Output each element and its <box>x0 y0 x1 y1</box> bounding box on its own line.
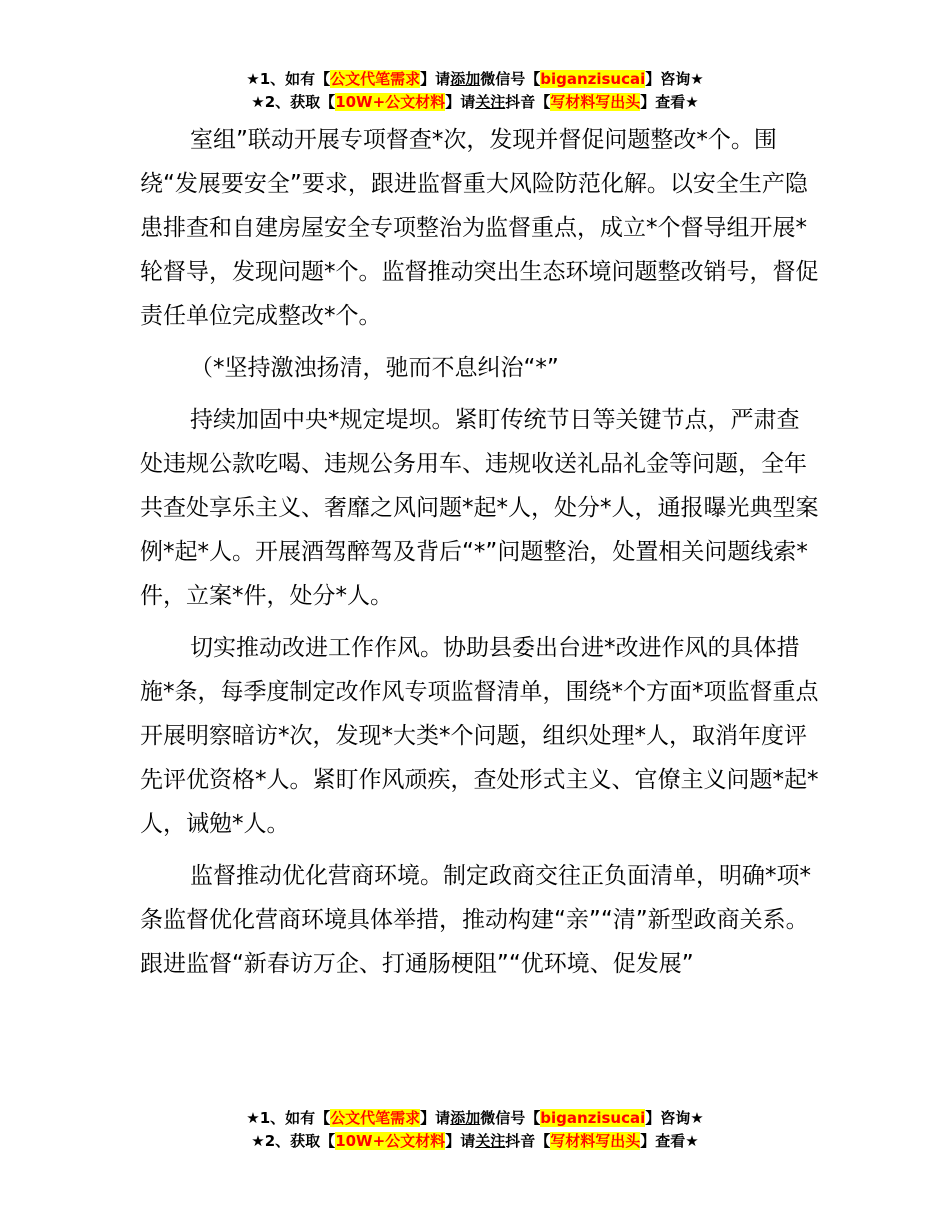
paragraph: 持续加固中央*规定堤坝。紧盯传统节日等关键节点，严肃查处违规公款吃喝、违规公务用车、违规收送礼品礼金等问题，全年共查处享乐主义、奢靡之风问题*起*人，处分*人，通报曝光典型案例*起*人。开展酒驾醉驾及背后“*”问题整治，处置相关问题线索*件，立案*件，处分*人。 <box>140 407 819 609</box>
footer-wechat-id-highlight: biganzisucai <box>540 1109 646 1127</box>
footer-line-2-emph: 关注 <box>475 1132 506 1150</box>
footer-banner <box>0 1107 950 1153</box>
banner-line-2-suffix: 】查看★ <box>640 93 699 111</box>
paragraph: 室组”联动开展专项督查*次，发现并督促问题整改*个。围绕“发展要安全”要求，跟进监督重大风险防范化解。以安全生产隐患排查和自建房屋安全专项整治为监督重点，成立*个督导组开展*轮督导，发现问题*个。监督推动突出生态环境问题整改销号，督促责任单位完成整改*个。 <box>140 127 819 329</box>
header-banner <box>0 68 950 114</box>
section-heading: （*坚持激浊扬清，驰而不息纠治“*” <box>190 355 559 381</box>
footer-douyin-account-highlight: 写材料写出头 <box>550 1132 641 1150</box>
document-body <box>140 118 820 994</box>
banner-line-1-prefix: ★1、如有【 <box>246 70 331 88</box>
footer-line-1-emph: 添加 <box>450 1109 481 1127</box>
footer-service-highlight: 公文代笔需求 <box>330 1109 421 1127</box>
banner-line-1 <box>0 68 950 91</box>
banner-line-2-emph: 关注 <box>475 93 506 111</box>
paragraph: 监督推动优化营商环境。制定政商交往正负面清单，明确*项*条监督优化营商环境具体举措，推动构建“亲”“清”新型政商关系。跟进监督“新春访万企、打通肠梗阻”“优环境、促发展” <box>140 863 811 977</box>
banner-line-2-mid2: 抖音【 <box>505 93 551 111</box>
banner-line-2-prefix: ★2、获取【 <box>251 93 336 111</box>
douyin-account-highlight: 写材料写出头 <box>550 93 641 111</box>
banner-line-1-suffix: 】咨询★ <box>645 70 704 88</box>
materials-highlight: 10W+公文材料 <box>335 93 446 111</box>
footer-banner-line-1 <box>0 1107 950 1130</box>
wechat-id-highlight: biganzisucai <box>540 70 646 88</box>
footer-line-1-mid2: 微信号【 <box>480 1109 541 1127</box>
footer-banner-line-2 <box>0 1130 950 1153</box>
banner-line-1-mid: 】请 <box>420 70 451 88</box>
banner-line-2-mid: 】请 <box>445 93 476 111</box>
footer-line-2-mid: 】请 <box>445 1132 476 1150</box>
paragraph: 切实推动改进工作作风。协助县委出台进*改进作风的具体措施*条，每季度制定改作风专项监督清单，围绕*个方面*项监督重点开展明察暗访*次，发现*大类*个问题，组织处理*人，取消年度评先评优资格*人。紧盯作风顽疾，查处形式主义、官僚主义问题*起*人，诫勉*人。 <box>140 635 819 837</box>
footer-line-2-mid2: 抖音【 <box>505 1132 551 1150</box>
footer-materials-highlight: 10W+公文材料 <box>335 1132 446 1150</box>
banner-line-1-mid2: 微信号【 <box>480 70 541 88</box>
footer-line-1-prefix: ★1、如有【 <box>246 1109 331 1127</box>
footer-line-1-mid: 】请 <box>420 1109 451 1127</box>
banner-line-1-emph: 添加 <box>450 70 481 88</box>
footer-line-2-prefix: ★2、获取【 <box>251 1132 336 1150</box>
banner-line-2 <box>0 91 950 114</box>
footer-line-1-suffix: 】咨询★ <box>645 1109 704 1127</box>
service-highlight: 公文代笔需求 <box>330 70 421 88</box>
footer-line-2-suffix: 】查看★ <box>640 1132 699 1150</box>
